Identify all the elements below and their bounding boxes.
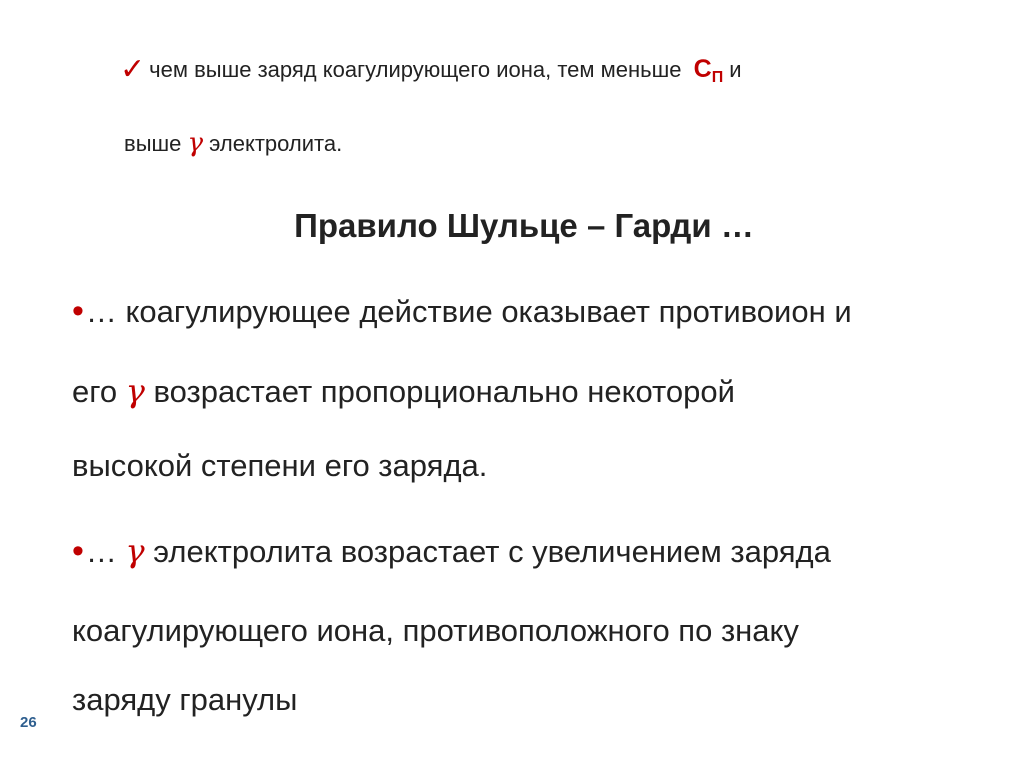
bullet-2-line-1: [72, 532, 831, 571]
bullet-2-line-3: заряду гранулы: [72, 682, 298, 717]
check-item-line-2: [124, 128, 342, 158]
gamma-symbol: γ: [125, 532, 145, 570]
check-item-text: чем выше заряд коагулирующего иона, тем меньше: [149, 57, 688, 82]
check-item-line-1: [120, 52, 742, 87]
concentration-subscript: П: [711, 69, 724, 86]
bullet-2-line1-suffix: электролита возрастает с увеличением заряда: [144, 534, 831, 569]
slide-heading: Правило Шульце – Гарди …: [294, 207, 754, 244]
check-item-line2-prefix: выше: [124, 131, 188, 156]
check-item-tail: и: [723, 57, 742, 82]
page-number: 26: [20, 714, 37, 731]
bullet-1-line-1: [72, 292, 852, 331]
bullet-1-line-2: [72, 372, 735, 410]
checkmark-icon: ✓: [120, 52, 146, 87]
bullet-1-line-3: высокой степени его заряда.: [72, 448, 488, 483]
bullet-marker: •: [72, 532, 84, 570]
bullet-marker: •: [72, 292, 84, 330]
bullet-1-line2-prefix: его: [72, 374, 126, 409]
gamma-symbol: γ: [125, 372, 145, 410]
bullet-2-line1-prefix: …: [85, 534, 126, 569]
bullet-1-line2-suffix: возрастает пропорционально некоторой: [144, 374, 735, 409]
check-item-line2-suffix: электролита.: [203, 131, 343, 156]
concentration-symbol: С: [693, 55, 712, 83]
bullet-1-text-1: … коагулирующее действие оказывает противоион и: [85, 294, 852, 329]
gamma-symbol: γ: [187, 128, 204, 158]
bullet-2-line-2: коагулирующего иона, противоположного по знаку: [72, 613, 799, 648]
